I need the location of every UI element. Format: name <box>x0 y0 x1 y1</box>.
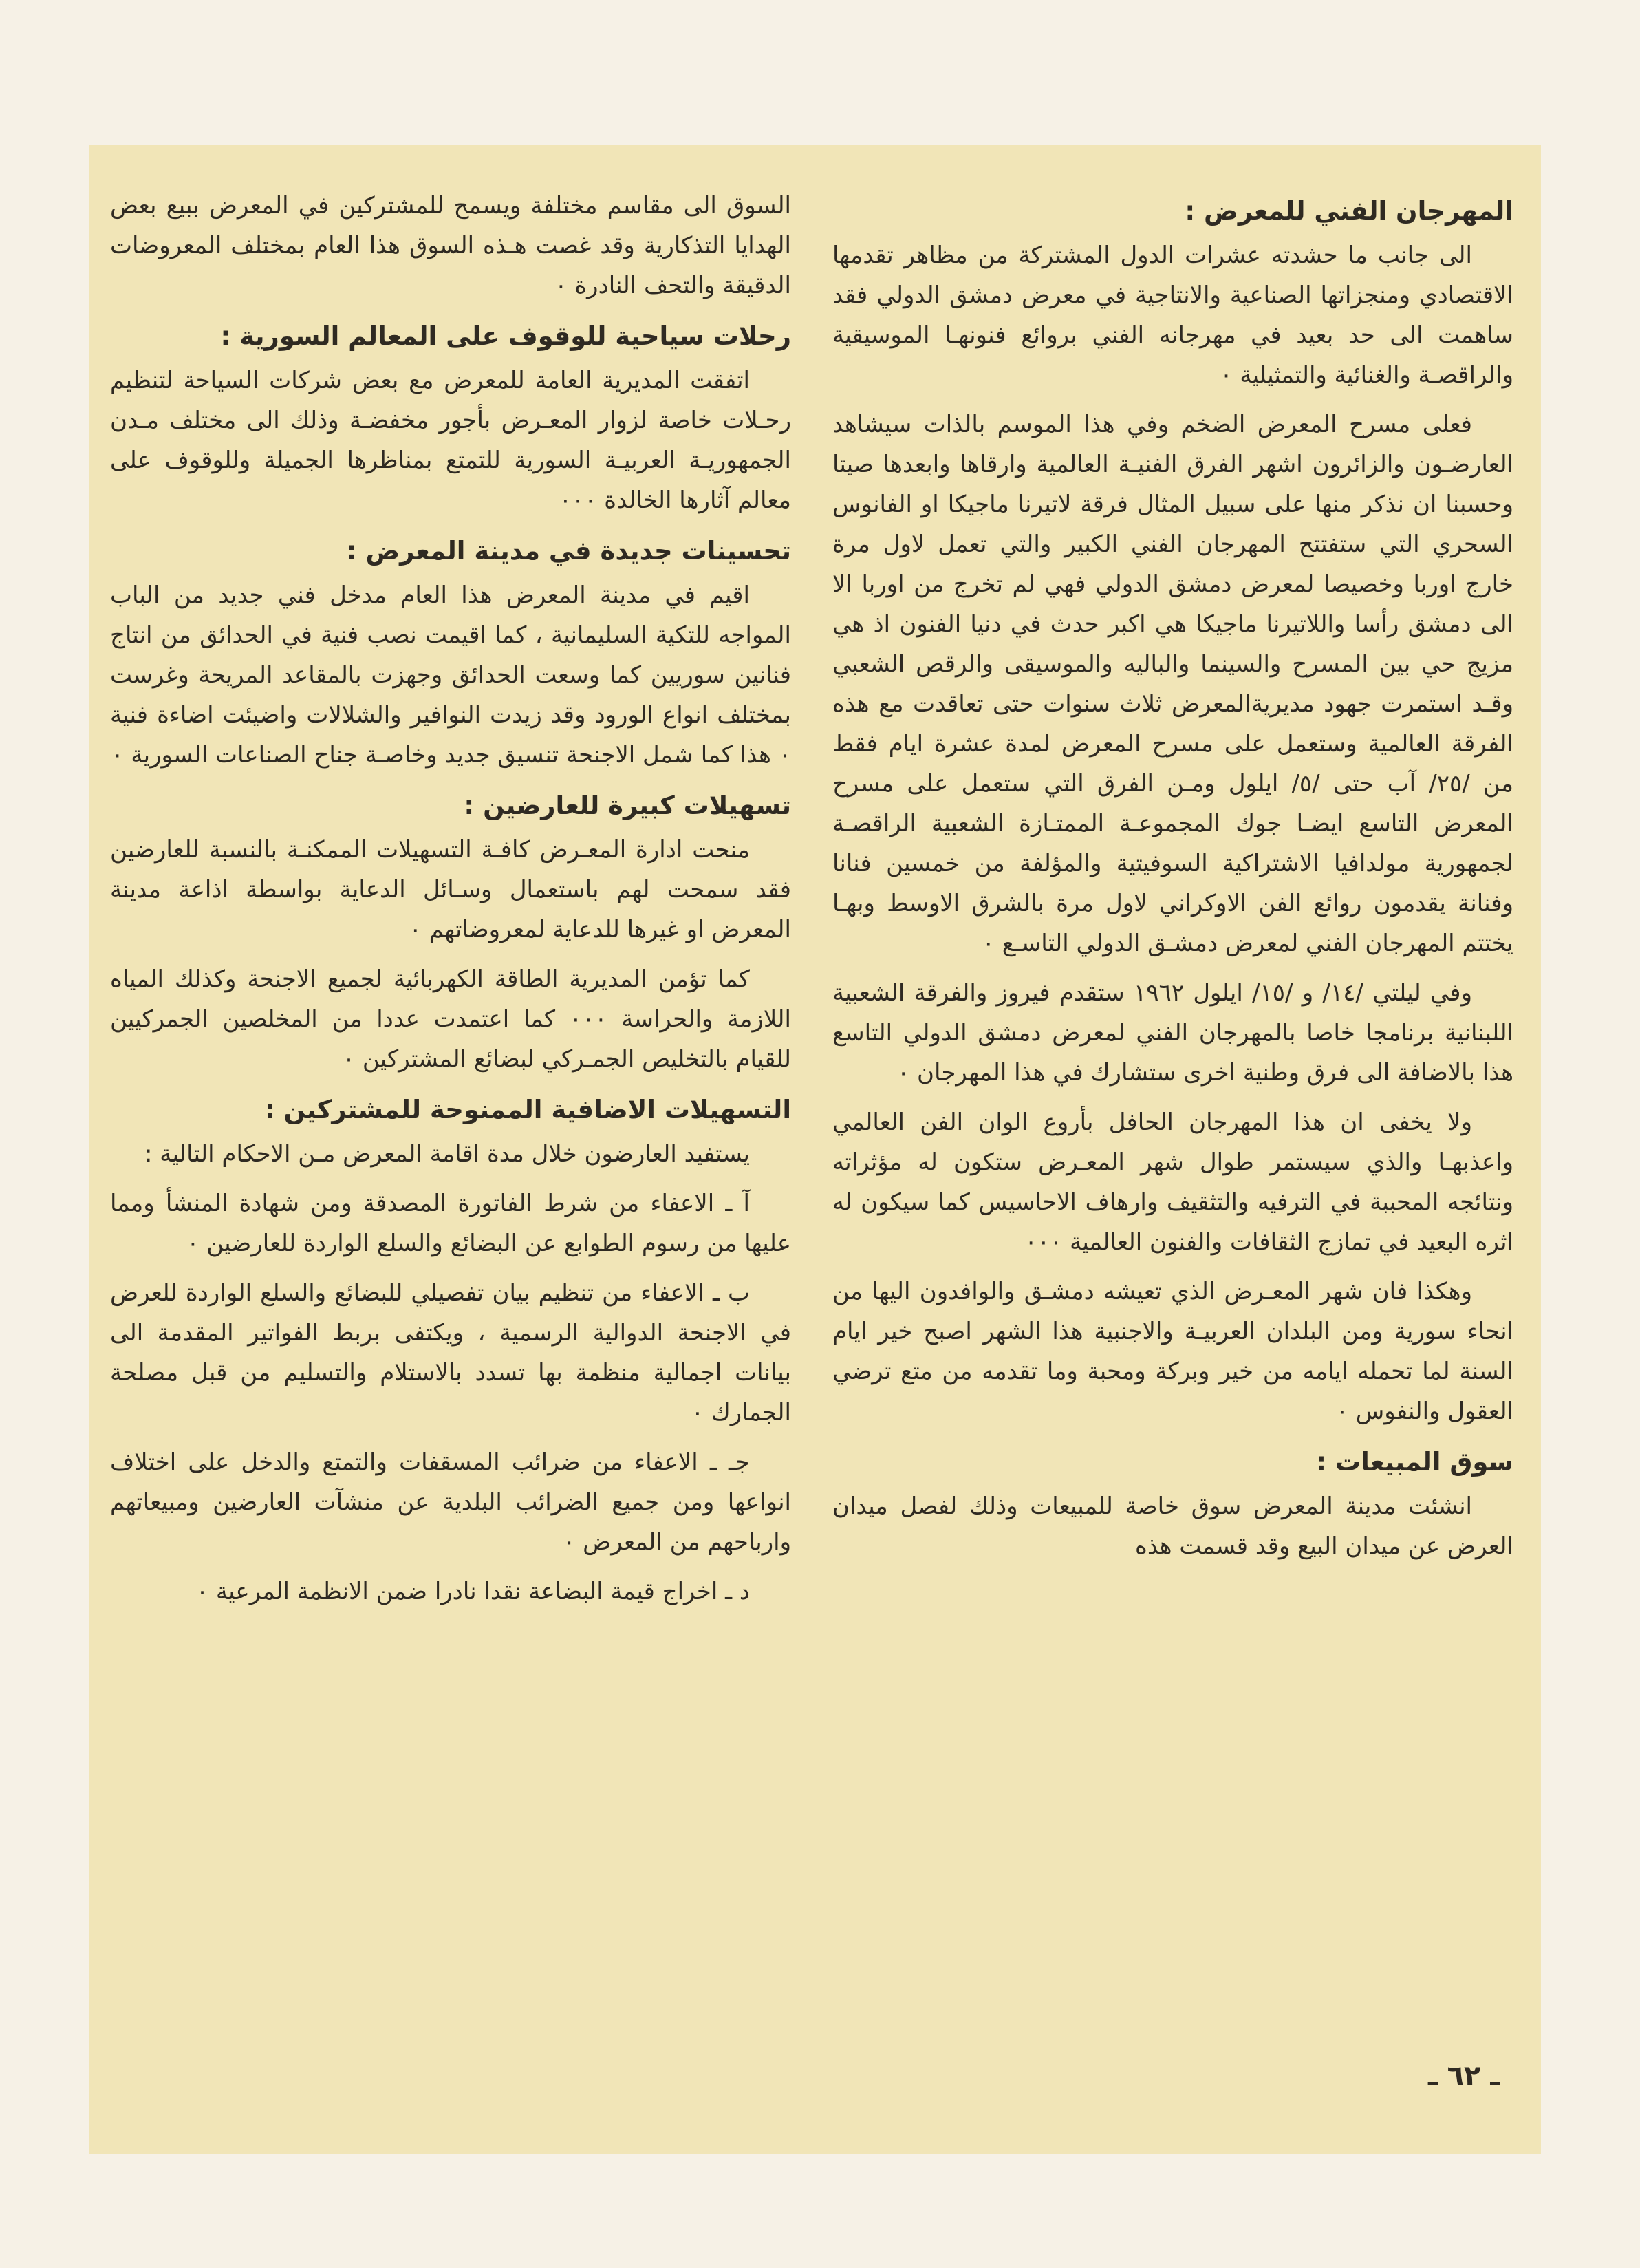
paragraph: كما تؤمن المديرية الطاقة الكهربائية لجميع الاجنحة وكذلك المياه اللازمة والحراسة ٠٠٠ كما اعتمدت عددا من المخلصين الجمركيين للقيام بالتخليص الجمـركي لبضائع المشتركين ٠ <box>110 965 791 1073</box>
paragraph: ولا يخفى ان هذا المهرجان الحافل بأروع الوان الفن العالمي واعذبهـا والذي سيستمر طوال شهر المعـرض ستكون له مؤثراته ونتائجه المحببة في الترفيه والتثقيف وارهاف الاحاسيس كما سيكون له اثره البعيد في تمازج الثقافات والفنون العالمية ٠٠٠ <box>832 1109 1513 1256</box>
section-heading-additional-facilities: التسهيلات الاضافية الممنوحة للمشتركين : <box>264 1095 791 1124</box>
section-heading-tourist-trips: رحلات سياحية للوقوف على المعالم السورية : <box>220 321 791 351</box>
magazine-page <box>89 145 1541 2154</box>
paragraph: يستفيد العارضون خلال مدة اقامة المعرض مـن الاحكام التالية : <box>144 1140 750 1168</box>
paragraph: السوق الى مقاسم مختلفة ويسمح للمشتركين في المعرض ببيع بعض الهدايا التذكارية وقد غصت هـذه السوق هذا العام بمختلف المعروضات الدقيقة والتحف النادرة ٠ <box>110 192 791 299</box>
section-heading-improvements: تحسينات جديدة في مدينة المعرض : <box>346 536 791 566</box>
section-heading-art-festival: المهرجان الفني للمعرض : <box>1185 196 1513 226</box>
paragraph: وهكذا فان شهر المعـرض الذي تعيشه دمشـق والوافدون اليها من انحاء سورية ومن البلدان العربيـة والاجنبية هذا الشهر اصبح خير ايام السنة لما تحمله ايامه من خير وبركة ومحبة وما تقدمه من متع ترضي العقول والنفوس ٠ <box>832 1278 1513 1425</box>
section-heading-facilities: تسهيلات كبيرة للعارضين : <box>464 791 791 820</box>
list-item: ب ـ الاعفاء من تنظيم بيان تفصيلي للبضائع والسلع الواردة للعرض في الاجنحة الدوالية الرسمية ، ويكتفى بربط الفواتير المقدمة الى بيانات اجمالية منظمة بها تسدد بالاستلام والتسليم من قبل مصلحة الجمارك ٠ <box>110 1279 791 1426</box>
paragraph: وفي ليلتي /١٤/ و /١٥/ ايلول ١٩٦٢ ستقدم فيروز والفرقة الشعبية اللبنانية برنامجا خاصا بالمهرجان الفني لمعرض دمشق الدولي التاسع هذا بالاضافة الى فرق وطنية اخرى ستشارك في هذا المهرجان ٠ <box>832 979 1513 1087</box>
list-item: د ـ اخراج قيمة البضاعة نقدا نادرا ضمن الانظمة المرعية ٠ <box>195 1578 750 1605</box>
page-number: ـ ٦٢ ـ <box>1427 2060 1500 2092</box>
section-heading-sales-market: سوق المبيعات : <box>1316 1447 1513 1477</box>
paragraph: انشئت مدينة المعرض سوق خاصة للمبيعات وذلك لفصل ميدان العرض عن ميدان البيع وقد قسمت هذه <box>832 1493 1513 1560</box>
paragraph: اقيم في مدينة المعرض هذا العام مدخل فني جديد من الباب المواجه للتكية السليمانية ، كما اقيمت نصب فنية في الحدائق من انتاج فنانين سوريين كما وسعت الحدائق وجهزت بالمقاعد المريحة وغرست بمختلف انواع الورود وقد زيدت النوافير والشلالات واضيئت اضاءة فنية ٠ هذا كما شمل الاجنحة تنسيق جديد وخاصـة جناح الصناعات السورية ٠ <box>110 581 791 769</box>
paragraph: اتفقت المديرية العامة للمعرض مع بعض شركات السياحة لتنظيم رحـلات خاصة لزوار المعـرض بأجور مخفضـة وذلك الى مختلف مـدن الجمهوريـة العربيـة السورية للتمتع بمناظرها الجميلة وللوقوف على معالم آثارها الخالدة ٠٠٠ <box>110 367 791 514</box>
paragraph: منحت ادارة المعـرض كافـة التسهيلات الممكنـة بالنسبة للعارضين فقد سمحت لهم باستعمال وسـائل الدعاية بواسطة اذاعة مدينة المعرض او غيرها للدعاية لمعروضاتهم ٠ <box>110 836 791 943</box>
paragraph: فعلى مسرح المعرض الضخم وفي هذا الموسم بالذات سيشاهد العارضـون والزائرون اشهر الفرق الفنيـة العالمية وارقاها وابعدها صيتا وحسبنا ان نذكر منها على سبيل المثال فرقة لاتيرنا ماجيكا او الفانوس السحري التي ستفتتح المهرجان الفني الكبير والتي تعمل لاول مرة خارج اوربا وخصيصا لمعرض دمشق الدولي فهي لم تخرج من اوربا الا الى دمشق رأسا واللاتيرنا ماجيكا هي اكبر حدث في دنيا الفنون اذ هي مزيج حي بين المسرح والسينما والباليه والموسيقى والرقص الشعبي وقـد استمرت جهود مديريةالمعرض ثلاث سنوات حتى تعاقدت مع هذه الفرقة العالمية وستعمل على مسرح المعرض لمدة عشرة ايام فقط من /٢٥/ آب حتى /٥/ ايلول ومـن الفرق التي ستعمل على مسرح المعرض التاسع ايضـا جوك المجموعـة الممتـازة الشعبية الراقصـة لجمهورية مولدافيا الاشتراكية السوفيتية والمؤلفة من خمسين فنانا وفنانة يقدمون روائع الفن الاوكراني لاول مرة بالشرق الاوسط وبهـا يختتم المهرجان الفني لمعرض دمشـق الدولي التاسـع ٠ <box>832 411 1513 957</box>
left-column <box>110 186 791 1621</box>
list-item: جـ ـ الاعفاء من ضرائب المسقفات والتمتع والدخل على اختلاف انواعها ومن جميع الضرائب البلدية عن منشآت العارضين ومبيعاتهم وارباحهم من المعرض ٠ <box>110 1448 791 1556</box>
right-column <box>832 186 1513 1576</box>
list-item: آ ـ الاعفاء من شرط الفاتورة المصدقة ومن شهادة المنشأ ومما عليها من رسوم الطوابع عن البضائع والسلع الواردة للعارضين ٠ <box>110 1190 791 1257</box>
paragraph: الى جانب ما حشدته عشرات الدول المشتركة من مظاهر تقدمها الاقتصادي ومنجزاتها الصناعية والانتاجية في معرض دمشق الدولي فقد ساهمت الى حد بعيد في مهرجانه الفني بروائع فنونهـا الموسيقية والراقصـة والغنائية والتمثيلية ٠ <box>832 242 1513 389</box>
